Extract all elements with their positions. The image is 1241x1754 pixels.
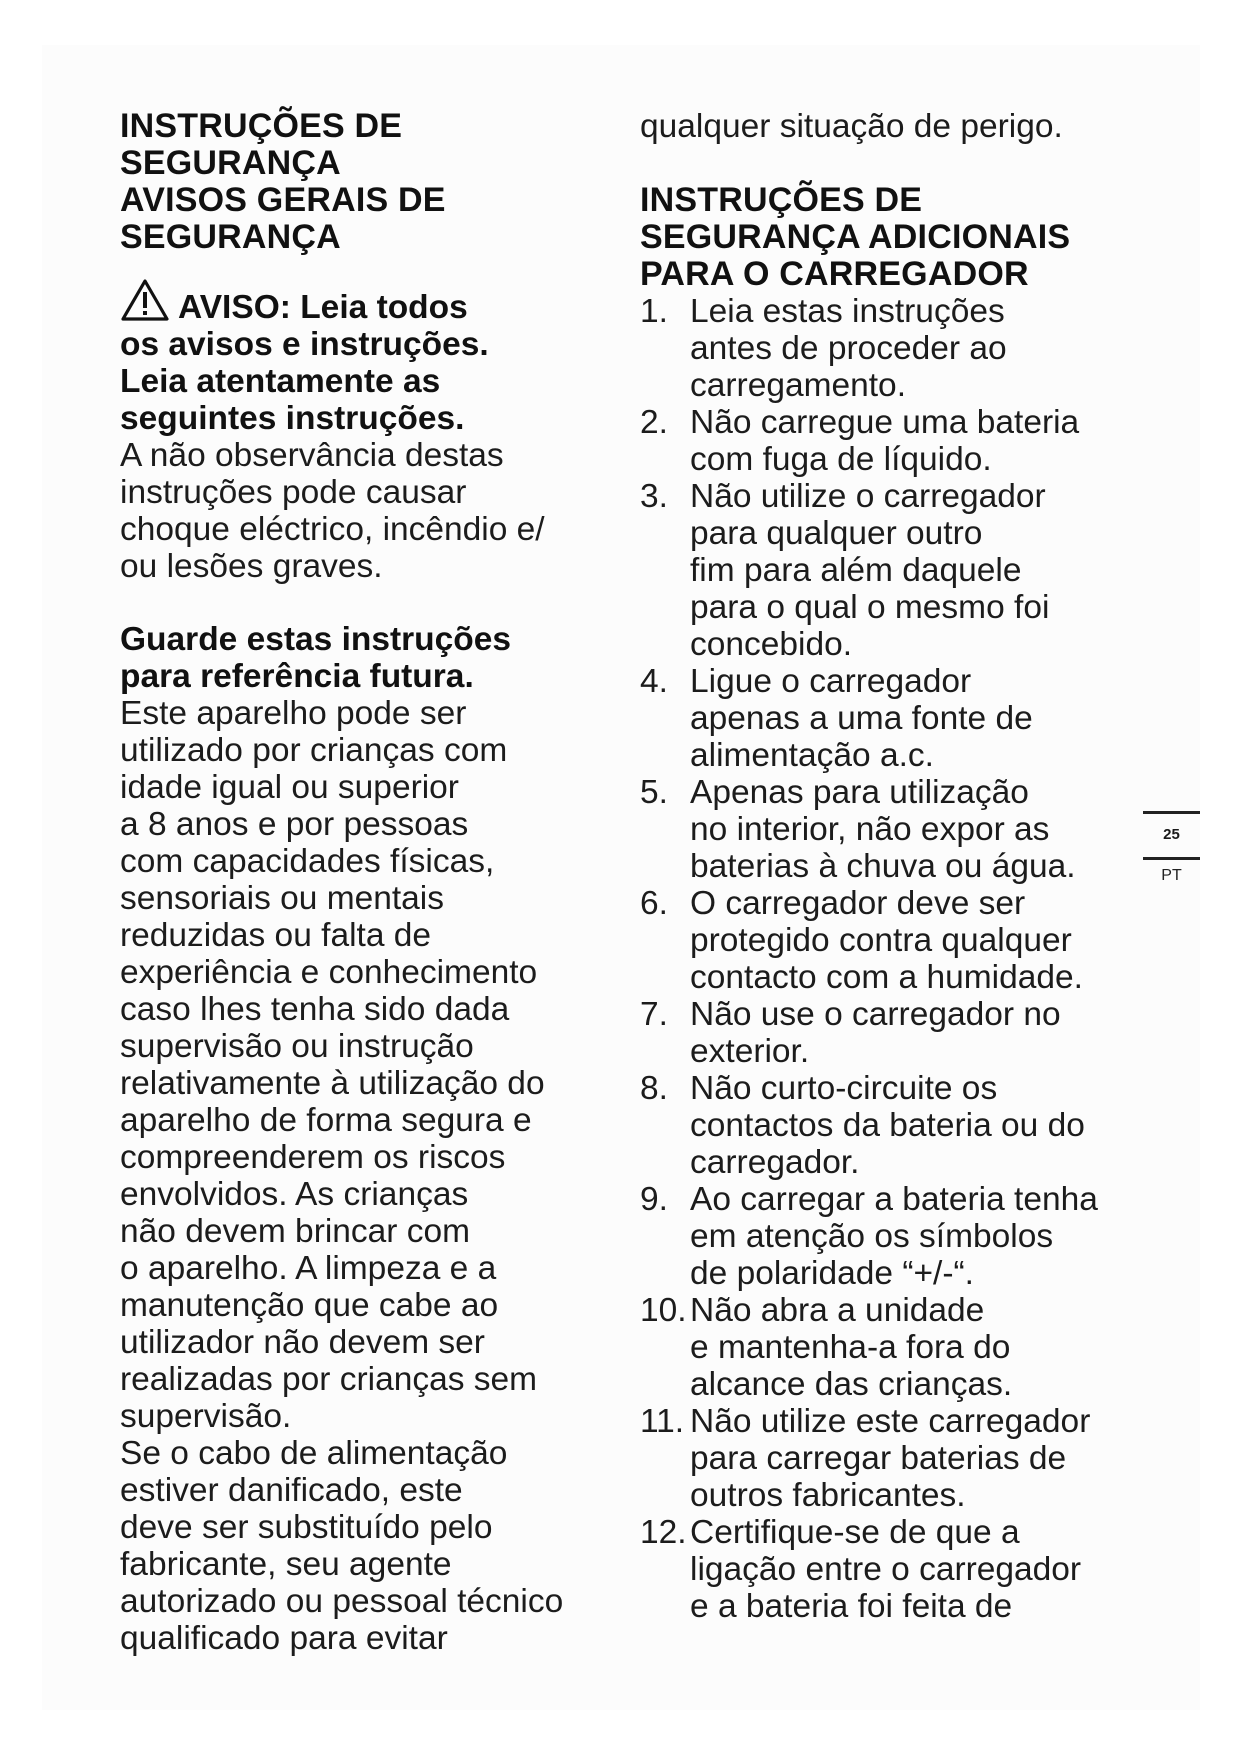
warning-text-line: ou lesões graves. <box>120 548 383 585</box>
continuation-text: qualquer situação de perigo. <box>640 108 1063 145</box>
list-item-number: 10. <box>640 1292 687 1329</box>
save-bold-line: Guarde estas instruções <box>120 621 511 658</box>
warning-bold-line: Leia atentamente as <box>120 363 441 400</box>
list-item <box>640 1403 1140 1514</box>
save-text-line: estiver danificado, este <box>120 1472 463 1509</box>
list-item-line: Não use o carregador no <box>690 996 1061 1033</box>
main-heading <box>120 108 610 256</box>
save-text-line: manutenção que cabe ao <box>120 1287 499 1324</box>
right-column <box>640 108 1140 1625</box>
warning-bold-line: AVISO: Leia todos <box>178 289 468 326</box>
save-text-line: o aparelho. A limpeza e a <box>120 1250 497 1287</box>
list-item-line: no interior, não expor as <box>690 811 1050 848</box>
left-column <box>120 108 610 1657</box>
list-item-line: fim para além daquele <box>690 552 1022 589</box>
save-text-line: relativamente à utilização do <box>120 1065 545 1102</box>
list-item-line: e mantenha-a fora do <box>690 1329 1011 1366</box>
list-item <box>640 996 1140 1070</box>
heading-line: INSTRUÇÕES DE <box>640 181 923 219</box>
warning-text-line: choque eléctrico, incêndio e/ <box>120 511 545 548</box>
list-item-line: Ligue o carregador <box>690 663 972 700</box>
list-item-line: em atenção os símbolos <box>690 1218 1054 1255</box>
list-item-line: Certifique-se de que a <box>690 1514 1020 1551</box>
language-code: PT <box>1161 867 1182 884</box>
list-item <box>640 774 1140 885</box>
list-item-line: concebido. <box>690 626 853 663</box>
list-item <box>640 1514 1140 1625</box>
warning-text-line: instruções pode causar <box>120 474 467 511</box>
list-item-line: contactos da bateria ou do <box>690 1107 1085 1144</box>
list-item <box>640 663 1140 774</box>
save-text-line: utilizado por crianças com <box>120 732 508 769</box>
save-text-line: Se o cabo de alimentação <box>120 1435 508 1472</box>
save-text <box>120 695 610 1657</box>
heading-line: SEGURANÇA <box>120 218 341 256</box>
save-text-line: envolvidos. As crianças <box>120 1176 469 1213</box>
charger-instructions-list <box>640 293 1140 1625</box>
list-item-number: 3. <box>640 478 668 515</box>
save-text-line: supervisão. <box>120 1398 292 1435</box>
save-text-line: deve ser substituído pelo <box>120 1509 493 1546</box>
list-item-line: baterias à chuva ou água. <box>690 848 1076 885</box>
heading-line: SEGURANÇA <box>120 144 341 182</box>
list-item-line: Não utilize este carregador <box>690 1403 1091 1440</box>
list-item-line: apenas a uma fonte de <box>690 700 1033 737</box>
list-item-line: de polaridade “+/-“. <box>690 1255 974 1292</box>
save-text-line: idade igual ou superior <box>120 769 459 806</box>
list-item-number: 5. <box>640 774 668 811</box>
list-item-line: O carregador deve ser <box>690 885 1026 922</box>
list-item-line: Leia estas instruções <box>690 293 1005 330</box>
list-item-line: contacto com a humidade. <box>690 959 1083 996</box>
save-text-line: caso lhes tenha sido dada <box>120 991 510 1028</box>
warning-bold-line: os avisos e instruções. <box>120 326 489 363</box>
save-text-line: Este aparelho pode ser <box>120 695 467 732</box>
list-item-number: 2. <box>640 404 668 441</box>
list-item-line: Não utilize o carregador <box>690 478 1046 515</box>
list-item-number: 4. <box>640 663 668 700</box>
save-bold-line: para referência futura. <box>120 658 474 695</box>
list-item <box>640 478 1140 663</box>
list-item-line: para qualquer outro <box>690 515 983 552</box>
save-text-line: fabricante, seu agente <box>120 1546 452 1583</box>
list-item <box>640 1292 1140 1403</box>
list-item-line: carregador. <box>690 1144 860 1181</box>
list-item-line: carregamento. <box>690 367 906 404</box>
warning-text <box>120 437 610 585</box>
save-text-line: experiência e conhecimento <box>120 954 538 991</box>
list-item-number: 1. <box>640 293 668 330</box>
list-item-line: com fuga de líquido. <box>690 441 992 478</box>
heading-line: INSTRUÇÕES DE <box>120 107 403 145</box>
save-text-line: não devem brincar com <box>120 1213 471 1250</box>
save-text-line: reduzidas ou falta de <box>120 917 432 954</box>
list-item-number: 9. <box>640 1181 668 1218</box>
list-item-line: Não curto-circuite os <box>690 1070 998 1107</box>
warning-text-line: A não observância destas <box>120 437 504 474</box>
list-item-line: Não abra a unidade <box>690 1292 985 1329</box>
list-item-number: 6. <box>640 885 668 922</box>
list-item-line: outros fabricantes. <box>690 1477 966 1514</box>
save-text-line: com capacidades físicas, <box>120 843 495 880</box>
list-item-line: antes de proceder ao <box>690 330 1007 367</box>
list-item <box>640 293 1140 404</box>
save-text-line: realizadas por crianças sem <box>120 1361 538 1398</box>
save-text-line: a 8 anos e por pessoas <box>120 806 469 843</box>
save-text-line: aparelho de forma segura e <box>120 1102 532 1139</box>
save-bold-text <box>120 621 610 695</box>
list-item-number: 12. <box>640 1514 687 1551</box>
save-instructions-block <box>120 621 610 1657</box>
warning-block <box>120 278 610 585</box>
heading-line: SEGURANÇA ADICIONAIS <box>640 218 1071 256</box>
save-text-line: supervisão ou instrução <box>120 1028 474 1065</box>
list-item <box>640 404 1140 478</box>
list-item <box>640 1070 1140 1181</box>
heading-line: PARA O CARREGADOR <box>640 255 1029 293</box>
list-item-line: para o qual o mesmo foi <box>690 589 1050 626</box>
list-item-line: Não carregue uma bateria <box>690 404 1080 441</box>
list-item-line: Apenas para utilização <box>690 774 1029 811</box>
list-item <box>640 885 1140 996</box>
save-text-line: compreenderem os riscos <box>120 1139 506 1176</box>
save-text-line: qualificado para evitar <box>120 1620 448 1657</box>
charger-heading <box>640 182 1140 293</box>
list-item-number: 8. <box>640 1070 668 1107</box>
list-item-line: Ao carregar a bateria tenha <box>690 1181 1098 1218</box>
warning-bold-text <box>120 278 610 437</box>
list-item-line: alcance das crianças. <box>690 1366 1013 1403</box>
list-item <box>640 1181 1140 1292</box>
list-item-line: alimentação a.c. <box>690 737 934 774</box>
list-item-number: 11. <box>640 1403 685 1440</box>
warning-triangle-icon <box>120 278 170 322</box>
page-number: 25 <box>1163 826 1180 843</box>
save-text-line: utilizador não devem ser <box>120 1324 485 1361</box>
list-item-line: protegido contra qualquer <box>690 922 1072 959</box>
list-item-line: ligação entre o carregador <box>690 1551 1082 1588</box>
heading-line: AVISOS GERAIS DE <box>120 181 446 219</box>
list-item-number: 7. <box>640 996 668 1033</box>
list-item-line: e a bateria foi feita de <box>690 1588 1013 1625</box>
save-text-line: sensoriais ou mentais <box>120 880 444 917</box>
warning-first-line <box>120 278 610 326</box>
list-item-line: exterior. <box>690 1033 810 1070</box>
save-text-line: autorizado ou pessoal técnico <box>120 1583 564 1620</box>
list-item-line: para carregar baterias de <box>690 1440 1067 1477</box>
page-number-box <box>1143 811 1200 886</box>
warning-bold-line: seguintes instruções. <box>120 400 465 437</box>
